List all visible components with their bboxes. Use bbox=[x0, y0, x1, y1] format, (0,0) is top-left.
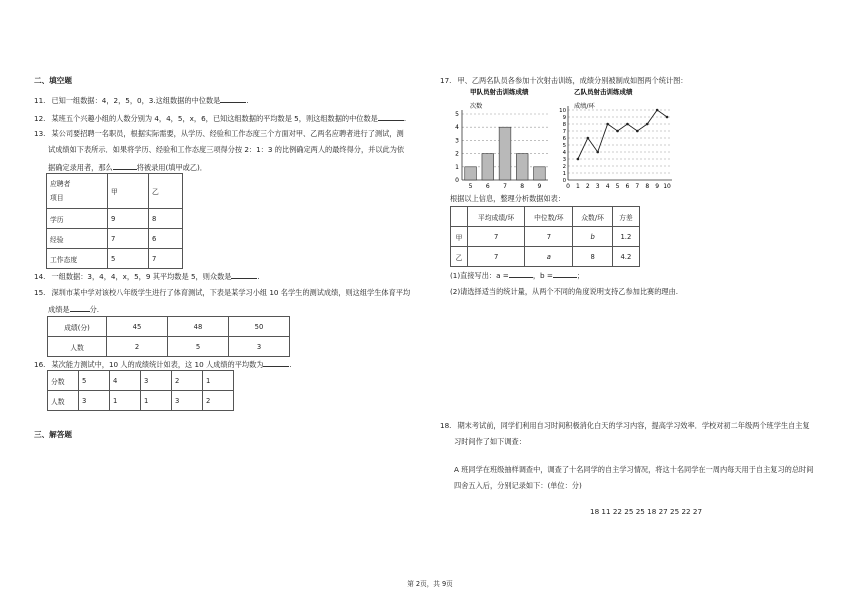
table-row: 经验 7 6 bbox=[47, 229, 183, 249]
table-row: 甲 7 7 b 1.2 bbox=[451, 227, 640, 247]
question-13-line-3: 据确定录用者，那么 将被录用(填甲或乙)． bbox=[48, 163, 207, 172]
y-tick-label: 5 bbox=[562, 143, 566, 149]
table-row: 成绩(分) 45 48 50 bbox=[48, 317, 290, 337]
x-tick-label: 5 bbox=[468, 183, 473, 190]
chart-title: 甲队员射击训练成绩 bbox=[470, 88, 529, 96]
x-origin-label: 0 bbox=[566, 183, 570, 190]
x-tick-label: 6 bbox=[625, 183, 630, 190]
answer-blank[interactable] bbox=[113, 161, 137, 170]
question-18-line-2: 习时间作了如下调查： bbox=[454, 437, 526, 446]
x-tick-label: 2 bbox=[585, 183, 590, 190]
q17-sub-1: (1)直接写出：a = ，b = ； bbox=[450, 271, 585, 280]
bar bbox=[534, 167, 546, 180]
data-point bbox=[616, 130, 619, 133]
chart-title: 乙队员射击训练成绩 bbox=[574, 88, 633, 96]
answer-blank[interactable] bbox=[378, 112, 404, 121]
question-18: 18. 期末考试前，同学们利用自习时间积极消化白天的学习内容，提高学习效率．学校对初二年级两个班学生自主复 bbox=[440, 421, 810, 430]
data-point bbox=[577, 158, 580, 161]
y-tick-label: 8 bbox=[562, 122, 566, 128]
question-18-line-4: 四舍五入后，分别记录如下：(单位：分) bbox=[454, 481, 582, 490]
y-tick-label: 0 bbox=[455, 177, 459, 184]
y-tick-label: 4 bbox=[562, 150, 566, 156]
question-17: 17. 甲、乙两名队员各参加十次射击训练，成绩分别被制成如图两个统计图： bbox=[440, 76, 688, 85]
q17-sub-2: (2)请选择适当的统计量，从两个不同的角度说明支持乙参加比赛的理由. bbox=[450, 287, 679, 296]
line-chart-yi bbox=[558, 86, 678, 194]
data-point bbox=[596, 151, 599, 154]
y-tick-label: 10 bbox=[559, 108, 566, 114]
x-tick-label: 8 bbox=[520, 183, 525, 190]
answer-blank[interactable] bbox=[70, 303, 90, 312]
x-tick-label: 1 bbox=[575, 183, 580, 190]
table-header-item: 项目 bbox=[50, 194, 64, 202]
q17-intro: 根据以上信息，整理分析数据如表： bbox=[450, 194, 566, 203]
bar bbox=[482, 154, 494, 180]
table-row: 乙 7 a 8 4.2 bbox=[451, 247, 640, 267]
question-18-line-3: A 班同学在班级抽样调查中，调查了十名同学的自主学习情况，将这十名同学在一周内每天用于自主复习的总时间 bbox=[454, 465, 814, 474]
y-tick-label: 4 bbox=[455, 124, 459, 132]
y-tick-label: 3 bbox=[455, 137, 459, 145]
answer-blank-b[interactable] bbox=[553, 269, 577, 278]
data-point bbox=[666, 116, 669, 119]
x-tick-label: 4 bbox=[605, 183, 610, 190]
y-tick-label: 6 bbox=[562, 136, 566, 142]
question-16: 16. 某次能力测试中，10 人的成绩统计如表，这 10 人成绩的平均数为 . bbox=[34, 360, 292, 369]
table-row: 人数 2 5 3 bbox=[48, 337, 290, 357]
x-tick-label: 8 bbox=[645, 183, 650, 190]
q17-stats-table bbox=[450, 206, 640, 267]
answer-blank[interactable] bbox=[263, 358, 289, 367]
section-fill-heading: 二、填空题 bbox=[34, 76, 72, 85]
answer-blank-a[interactable] bbox=[509, 269, 533, 278]
data-point bbox=[606, 123, 609, 126]
question-13-line-2: 试成绩如下表所示．如果将学历、经验和工作态度三项得分按 2：1：3 的比例确定两人的最终得分，并以此为依 bbox=[48, 145, 405, 154]
data-point bbox=[587, 137, 590, 140]
answer-blank[interactable] bbox=[220, 94, 246, 103]
y-tick-label: 9 bbox=[562, 115, 566, 121]
y-tick-label: 1 bbox=[455, 163, 459, 171]
question-13: 13. 某公司要招聘一名职员，根据实际需要，从学历、经验和工作态度三个方面对甲、乙两名应聘者进行了测试，测 bbox=[34, 129, 404, 138]
data-point bbox=[656, 109, 659, 112]
table-row: 人数 3 1 1 3 2 bbox=[48, 391, 234, 411]
y-tick-label: 1 bbox=[562, 171, 566, 177]
y-tick-label: 7 bbox=[562, 129, 566, 135]
y-axis-label: 成绩/环 bbox=[574, 103, 595, 110]
y-tick-label: 3 bbox=[562, 157, 566, 163]
data-point bbox=[636, 130, 639, 133]
x-tick-label: 7 bbox=[635, 183, 640, 190]
question-14: 14. 一组数据：3，4，4，x，5，9 其平均数是 5，则众数是 . bbox=[34, 272, 260, 281]
bar bbox=[465, 167, 477, 180]
x-tick-label: 7 bbox=[503, 183, 507, 190]
x-tick-label: 3 bbox=[595, 183, 600, 190]
x-tick-label: 5 bbox=[615, 183, 620, 190]
series-line bbox=[578, 110, 667, 159]
table-row: 平均成绩/环 中位数/环 众数/环 方差 bbox=[451, 207, 640, 227]
y-axis-label: 次数 bbox=[470, 103, 483, 110]
x-tick-label: 9 bbox=[537, 183, 542, 190]
y-tick-label: 5 bbox=[455, 111, 459, 118]
x-tick-label: 6 bbox=[485, 183, 490, 190]
table-row: 工作态度 5 7 bbox=[47, 249, 183, 269]
section-answer-heading: 三、解答题 bbox=[34, 430, 72, 439]
bar bbox=[516, 154, 528, 180]
page-footer: 第 2页，共 9页 bbox=[407, 580, 453, 588]
x-tick-label: 10 bbox=[663, 183, 671, 190]
question-18-data: 18 11 22 25 25 18 27 25 22 27 bbox=[590, 507, 703, 516]
table-row: 学历 9 8 bbox=[47, 209, 183, 229]
table-row: 分数 5 4 3 2 1 bbox=[48, 371, 234, 391]
q15-score-table bbox=[47, 316, 290, 357]
y-tick-label: 0 bbox=[562, 178, 566, 184]
question-12: 12. 某班五个兴趣小组的人数分别为 4，4，5，x，6，已知这组数据的平均数是 5，则这组数据的中位数是 . bbox=[34, 114, 407, 123]
data-point bbox=[646, 123, 649, 126]
answer-blank[interactable] bbox=[231, 270, 257, 279]
q13-score-table bbox=[46, 173, 183, 269]
y-tick-label: 2 bbox=[455, 150, 459, 158]
bar bbox=[499, 127, 511, 180]
question-11: 11. 已知一组数据：4，2，5，0，3.这组数据的中位数是 . bbox=[34, 96, 249, 105]
x-tick-label: 9 bbox=[655, 183, 660, 190]
question-15: 15. 深圳市某中学对该校八年级学生进行了体育测试，下表是某学习小组 10 名学生的测试成绩，则这组学生体育平均 bbox=[34, 288, 411, 297]
data-point bbox=[626, 123, 629, 126]
bar-chart-jia bbox=[448, 86, 558, 194]
y-tick-label: 2 bbox=[562, 164, 566, 170]
table-header-jia: 甲 bbox=[108, 174, 149, 209]
table-header-applicant: 应聘者 bbox=[50, 180, 71, 188]
q16-score-table bbox=[47, 370, 234, 411]
question-15-line-2: 成绩是 分. bbox=[48, 305, 100, 314]
table-header-yi: 乙 bbox=[149, 174, 183, 209]
